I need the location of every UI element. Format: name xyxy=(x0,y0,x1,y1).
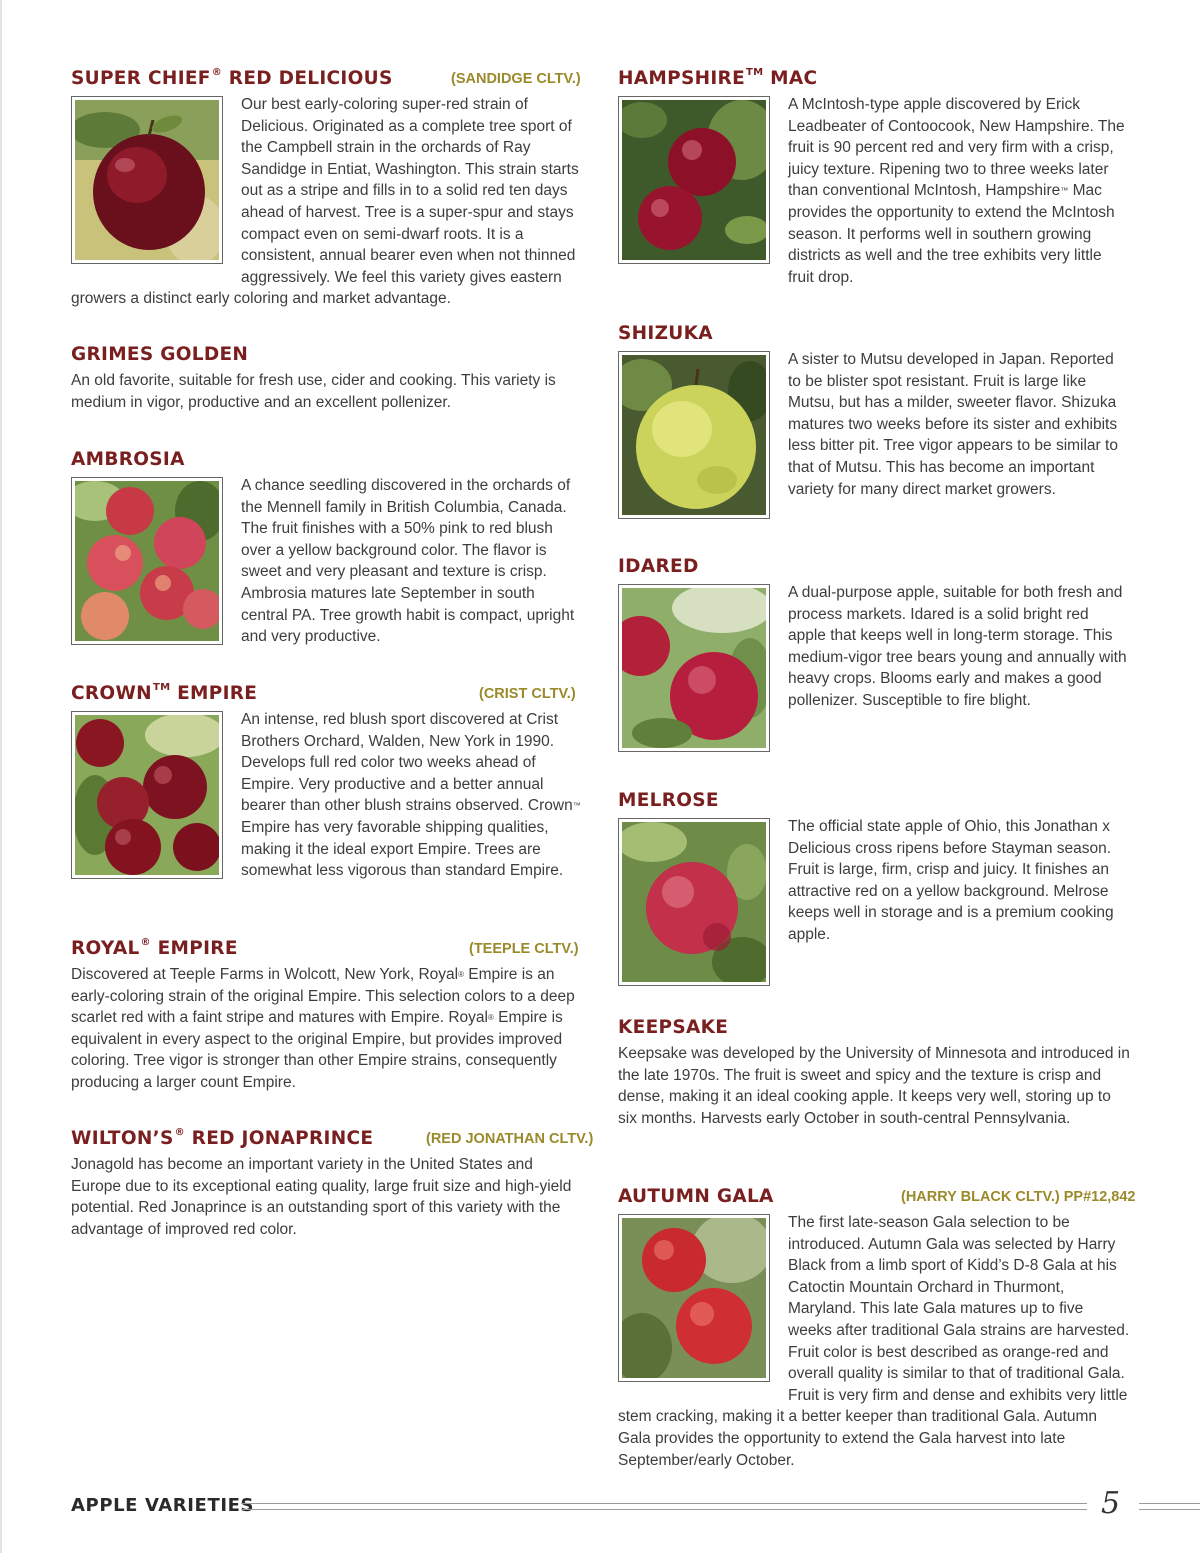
variety-description: A McIntosh-type apple discovered by Erick Leadbeater of Contoocook, New Hampshire. The fruit is 90 percent red and very firm with a crisp, juicy texture. Ripening two to three weeks later than conventional McIntosh, Hampshire™ Mac provides the opportunity to extend the McIntosh season. It performs well in southern growing districts as well and the tree exhibits very little fruit drop. xyxy=(618,94,1130,288)
variety-crown-empire xyxy=(71,683,581,885)
variety-title: AUTUMN GALA xyxy=(618,1186,774,1207)
melrose-apple-image xyxy=(622,822,766,982)
footer-rule-right xyxy=(1139,1503,1200,1510)
footer-rule-left xyxy=(241,1503,1087,1510)
hampshire-mac-apples-image xyxy=(622,100,766,260)
variety-description: Keepsake was developed by the University of Minnesota and introduced in the late 1970s. The fruit is sweet and spicy and the texture is crisp and dense, making it an ideal cooking apple. It keeps very well, storing up to six months. Harvests early October in south-central Pennsylvania. xyxy=(618,1045,1130,1127)
cultivar-label: (CRIST CLTV.) xyxy=(479,686,576,702)
variety-description: An intense, red blush sport discovered at Crist Brothers Orchard, Walden, New York in 1990. Develops full red color two weeks ahead of Empire. Very productive and a better annual bearer than other blush strains observed. Crown™ Empire has very favorable shipping qualities, making it the ideal export Empire. Trees are somewhat less vigorous than standard Empire. xyxy=(71,709,581,882)
variety-title: CROWN™ EMPIRE xyxy=(71,682,258,704)
variety-wiltons-red-jonaprince xyxy=(71,1127,594,1240)
variety-title: IDARED xyxy=(618,556,699,577)
variety-grimes-golden xyxy=(71,344,581,413)
cultivar-label: (SANDIDGE CLTV.) xyxy=(451,71,581,87)
variety-description: An old favorite, suitable for fresh use, cider and cooking. This variety is medium in vigor, productive and an excellent pollenizer. xyxy=(71,372,556,411)
variety-title: AMBROSIA xyxy=(71,449,185,470)
variety-title: KEEPSAKE xyxy=(618,1017,729,1038)
variety-idared xyxy=(618,556,1130,758)
page-footer xyxy=(71,1486,1200,1522)
variety-title: GRIMES GOLDEN xyxy=(71,344,249,365)
cultivar-label: (TEEPLE CLTV.) xyxy=(469,941,579,957)
cultivar-label: (RED JONATHAN CLTV.) xyxy=(426,1131,594,1147)
variety-title: MELROSE xyxy=(618,790,719,811)
variety-title: ROYAL® EMPIRE xyxy=(71,937,238,959)
ambrosia-apples-photo xyxy=(71,477,223,645)
variety-royal-empire xyxy=(71,938,581,1094)
variety-description: Discovered at Teeple Farms in Wolcott, New York, Royal® Empire is an early-coloring strain of the original Empire. This selection colors to a deep scarlet red with a faint stripe and matures with Empire. Royal® Empire is equivalent in every aspect to the original Empire, but provides improved coloring. Tree vigor is stronger than other Empire strains, consequently producing a larger count Empire. xyxy=(71,966,575,1091)
variety-shizuka xyxy=(618,323,1130,525)
crown-empire-apples-photo xyxy=(71,711,223,879)
variety-ambrosia xyxy=(71,449,581,651)
idared-apples-photo xyxy=(618,584,770,752)
variety-description: A dual-purpose apple, suitable for both fresh and process markets. Idared is a solid bright red apple that keeps well in long-term storage. This medium-vigor tree bears young and annually with heavy crops. Blooms early and makes a good pollenizer. Susceptible to fire blight. xyxy=(618,582,1130,712)
variety-hampshire-mac xyxy=(618,68,1130,288)
variety-title: WILTON’S® RED JONAPRINCE xyxy=(71,1127,374,1149)
variety-description: The official state apple of Ohio, this Jonathan x Delicious cross ripens before Stayman season. Fruit is large, firm, crisp and juicy. It finishes an attractive red on a yellow background. Melrose keeps well in storage and is a premium cooking apple. xyxy=(618,816,1130,946)
idared-apples-image xyxy=(622,588,766,748)
variety-description: Our best early-coloring super-red strain of Delicious. Originated as a complete tree sport of the Campbell strain in the orchards of Ray Sandidge in Entiat, Washington. This strain starts out as a stripe and fills in to a solid red ten days ahead of harvest. Tree is a super-spur and stays compact even on semi-dwarf roots. It is a consistent, annual bearer even when not thinned aggressively. We feel this variety gives eastern growers a distinct early coloring and market advantage. xyxy=(71,96,579,308)
variety-super-chief xyxy=(71,68,581,310)
variety-title: SUPER CHIEF® RED DELICIOUS xyxy=(71,67,393,89)
variety-autumn-gala xyxy=(618,1186,1136,1471)
melrose-apple-photo xyxy=(618,818,770,986)
red-delicious-apple-photo xyxy=(71,96,223,264)
autumn-gala-apples-photo xyxy=(618,1214,770,1382)
ambrosia-apples-image xyxy=(75,481,219,641)
shizuka-apple-image xyxy=(622,355,766,515)
variety-description: The first late-season Gala selection to be introduced. Autumn Gala was selected by Harry Black from a limb sport of Kidd’s D-8 Gala at his Catoctin Mountain Orchard in Thurmont, Maryland. This late Gala matures up to five weeks after traditional Gala strains are harvested. Fruit color is best described as orange-red and overall quality is similar to that of traditional Gala. Fruit is very firm and dense and exhibits very little stem cracking, making it a better keeper than traditional Gala. Autumn Gala provides the opportunity to extend the Gala harvest into late September/early October. xyxy=(618,1212,1130,1471)
variety-description: A chance seedling discovered in the orchards of the Mennell family in British Columbia, Canada. The fruit finishes with a 50% pink to red blush over a yellow background color. The flavor is sweet and very pleasant and texture is crisp. Ambrosia matures late September in south central PA. Tree growth habit is compact, upright and very productive. xyxy=(71,475,581,648)
variety-description: Jonagold has become an important variety in the United States and Europe due to its exceptional eating quality, large fruit size and high-yield potential. Red Jonaprince is an outstanding sport of this variety with the advantage of improved red color. xyxy=(71,1156,572,1238)
section-label: APPLE VARIETIES xyxy=(71,1495,255,1516)
shizuka-apple-photo xyxy=(618,351,770,519)
page-number: 5 xyxy=(1101,1486,1121,1521)
variety-keepsake xyxy=(618,1017,1130,1129)
variety-description: A sister to Mutsu developed in Japan. Reported to be blister spot resistant. Fruit is large like Mutsu, but has a milder, sweeter flavor. Shizuka matures two weeks before its sister and exhibits less bitter pit. Tree vigor appears to be similar to that of Mutsu. This has become an important variety for many direct market growers. xyxy=(618,349,1130,500)
variety-melrose xyxy=(618,790,1130,992)
red-delicious-apple-image xyxy=(75,100,219,260)
cultivar-label: (HARRY BLACK CLTV.) PP#12,842 xyxy=(901,1189,1136,1205)
crown-empire-apples-image xyxy=(75,715,219,875)
autumn-gala-apples-image xyxy=(622,1218,766,1378)
variety-title: SHIZUKA xyxy=(618,323,713,344)
hampshire-mac-apples-photo xyxy=(618,96,770,264)
variety-title: HAMPSHIRE™ MAC xyxy=(618,67,818,89)
